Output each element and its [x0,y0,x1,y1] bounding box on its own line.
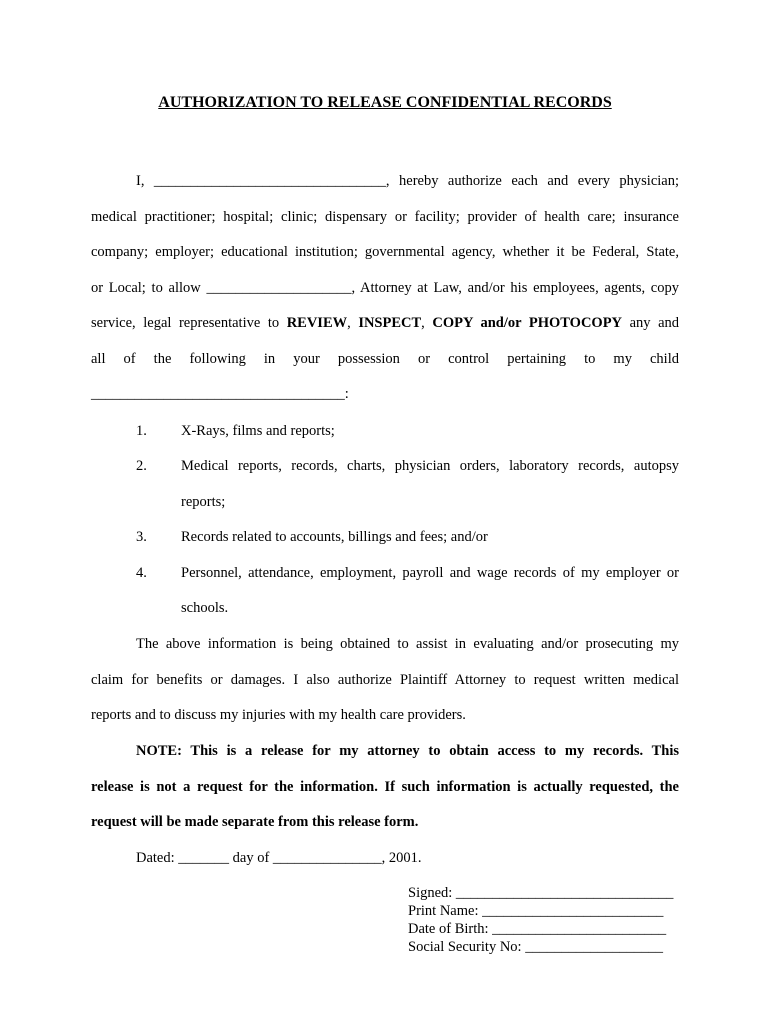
list-number: 1. [136,423,147,439]
list-text: Personnel, attendance, employment, payroll and wage records of my employer or [181,565,679,581]
list-number: 4. [136,565,147,581]
list-text: reports; [181,494,226,510]
date-of-birth-field: Date of Birth: ________________________ [408,921,667,937]
note-line: release is not a request for the information. If such information is actually requested, the [91,779,679,795]
list-number: 3. [136,529,147,545]
note-line: NOTE: This is a release for my attorney to obtain access to my records. This [136,743,679,759]
paragraph-line: reports and to discuss my injuries with my health care providers. [91,707,466,723]
social-security-field: Social Security No: ___________________ [408,939,663,955]
text-run: , [421,315,433,331]
paragraph-line: The above information is being obtained to assist in evaluating and/or prosecuting my [136,636,679,652]
signed-field: Signed: ______________________________ [408,885,674,901]
dated-line: Dated: _______ day of _______________, 2001. [136,850,422,866]
review-term: REVIEW [286,315,348,331]
paragraph-line [91,313,679,333]
list-text: Medical reports, records, charts, physician orders, laboratory records, autopsy [181,458,679,474]
note-line: request will be made separate from this release form. [91,814,419,830]
print-name-field: Print Name: _________________________ [408,903,664,919]
copy-term: COPY and/or PHOTOCOPY [432,315,623,331]
list-number: 2. [136,458,147,474]
document-title: AUTHORIZATION TO RELEASE CONFIDENTIAL RECORDS [158,94,612,111]
text-run: , [347,315,359,331]
list-text: Records related to accounts, billings and fees; and/or [181,529,488,545]
paragraph-line: medical practitioner; hospital; clinic; dispensary or facility; provider of health care; insurance [91,209,679,225]
paragraph-line: or Local; to allow ____________________, Attorney at Law, and/or his employees, agents, copy [91,280,679,296]
child-name-blank: ___________________________________: [91,386,349,402]
paragraph-line: claim for benefits or damages. I also authorize Plaintiff Attorney to request written medical [91,672,679,688]
list-text: X-Rays, films and reports; [181,423,335,439]
paragraph-line: company; employer; educational institution; governmental agency, whether it be Federal, State, [91,244,679,260]
list-text: schools. [181,600,229,616]
text-run: any and [622,315,680,331]
inspect-term: INSPECT [358,315,422,331]
paragraph-line: all of the following in your possession or control pertaining to my child [91,351,679,367]
text-run: service, legal representative to [91,315,287,331]
paragraph-line: I, ________________________________, hereby authorize each and every physician; [136,173,679,189]
